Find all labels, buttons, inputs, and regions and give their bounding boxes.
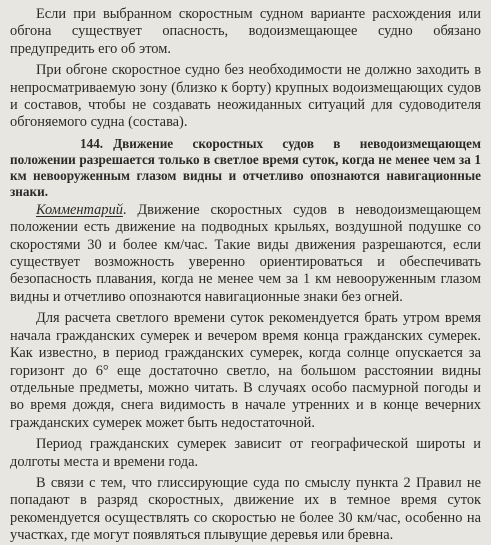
paragraph-overtaking-blind-zone: При обгоне скоростное судно без необходимости не должно заходить в непросматриваемую зону (близко к борту) крупных водоизмещающих судов и составов, чтобы не создавать неожиданных ситуаций для судоводителя обгоняемого судна (состава). — [10, 62, 481, 131]
paragraph-overtaking-warning: Если при выбранном скоростным судном варианте расхождения или обгона существует опасность, водоизмещающее судно обязано предупредить его об этом. — [10, 6, 481, 57]
commentary-paragraph — [10, 202, 481, 306]
rule-number: 144. — [80, 135, 104, 151]
paragraph-daylight-calculation: Для расчета светлого времени суток рекомендуется брать утром время начала гражданских сумерек и вечером время конца гражданских сумерек. Как известно, в период гражданских сумерек, когда солнце опускается за горизонт до 6° еще достаточно светло, на большом расстоянии видны отдельные предметы, можно читать. В случаях особо пасмурной погоды и во время дождя, снега видимость в начале утренних и в конце вечерних гражданских сумерек может быть недостаточной. — [10, 310, 481, 431]
commentary-label: Комментарий — [36, 201, 123, 218]
commentary-text: . Движение скоростных судов в неводоизмещающем положении есть движение на подводных крыльях, воздушной подушке со скоростями 30 и более км/час. Такие виды движения разрешаются, если существует возможность уверенно ориентироваться и обеспечивать безопасность плавания, когда не менее чем за 1 км невооруженным глазом видны и отчетливо опознаются навигационные знаки без огней. — [10, 201, 481, 305]
paragraph-planing-vessels: В связи с тем, что глиссирующие суда по смыслу пункта 2 Правил не попадают в разряд скоростных, движение их в темное время суток рекомендуется осуществлять со скоростью не более 30 км/час, особенно на участках, где могут появляться плывущие деревья или бревна. — [10, 474, 481, 544]
paragraph-twilight-period: Период гражданских сумерек зависит от географической широты и долготы места и времени года. — [10, 436, 481, 470]
rule-text: Движение скоростных судов в неводоизмещающем положении разрешается только в светлое время суток, когда не менее чем за 1 км невооруженным глазом видны и отчетливо опознаются навигационные знаки. — [10, 135, 481, 199]
rule-144 — [10, 136, 481, 200]
